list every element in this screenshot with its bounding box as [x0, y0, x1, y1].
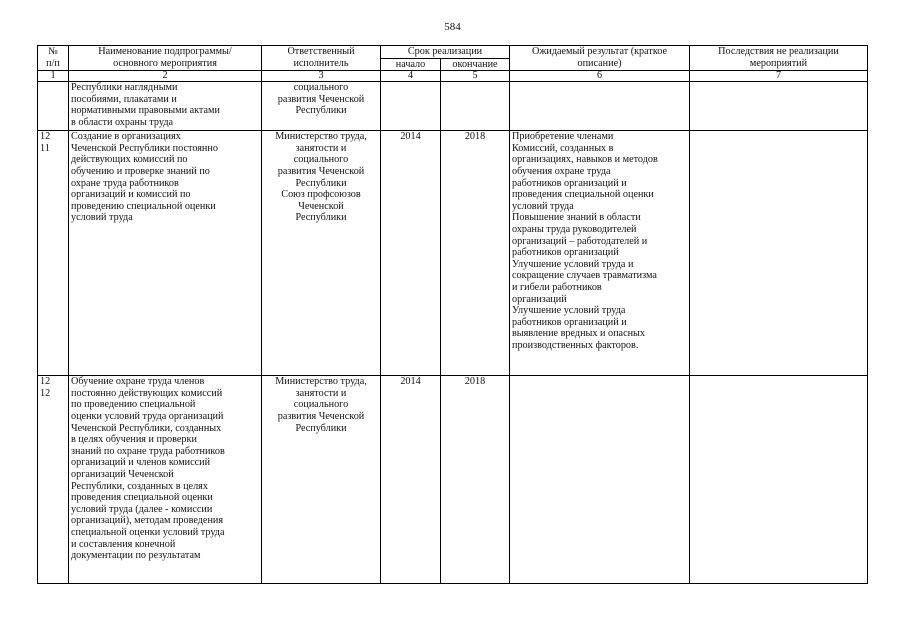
column-index: 2: [69, 71, 262, 82]
header-period: Срок реализации: [381, 46, 510, 59]
measure-name: Создание в организациях Чеченской Республики постоянно действующих комиссий по обучению и проверке знаний по охране труда работников организаций и комиссий по проведению специальной оценки условий труда: [69, 131, 262, 376]
row-number: [38, 82, 69, 131]
header-end: окончание: [441, 58, 510, 71]
header-name: Наименование подпрограммы/ основного мероприятия: [69, 46, 262, 71]
start-year: 2014: [381, 131, 441, 376]
measure-name: Республики наглядными пособиями, плакатами и нормативными правовыми актами в области охраны труда: [69, 82, 262, 131]
expected-result: [510, 82, 690, 131]
column-index-row: [38, 71, 868, 82]
measures-table: [37, 45, 868, 584]
end-year: 2018: [441, 131, 510, 376]
header-row: [38, 46, 868, 59]
header-start: начало: [381, 58, 441, 71]
table-row: [38, 82, 868, 131]
page-number: 584: [444, 21, 461, 33]
table-row: [38, 131, 868, 376]
column-index: 5: [441, 71, 510, 82]
measure-name: Обучение охране труда членов постоянно действующих комиссий по проведению специальной оценки условий труда организаций Чеченской Республики, созданных в целях обучения и проверки знаний по охране труда работников организаций и членов комиссий организаций Чеченской Республики, созданных в целях проведения специальной оценки условий труда (далее - комиссии организаций), методам проведения специальной оценки условий труда и составления конечной документации по результатам: [69, 376, 262, 584]
column-index: 7: [690, 71, 868, 82]
header-result: Ожидаемый результат (краткое описание): [510, 46, 690, 71]
start-year: [381, 82, 441, 131]
column-index: 1: [38, 71, 69, 82]
start-year: 2014: [381, 376, 441, 584]
column-index: 3: [262, 71, 381, 82]
header-responsible: Ответственный исполнитель: [262, 46, 381, 71]
row-number: 12 12: [38, 376, 69, 584]
column-index: 4: [381, 71, 441, 82]
consequence: [690, 376, 868, 584]
row-number: 12 11: [38, 131, 69, 376]
header-consequence: Последствия не реализации мероприятий: [690, 46, 868, 71]
expected-result: [510, 376, 690, 584]
header-number: № п/п: [38, 46, 69, 71]
responsible-executor: Министерство труда, занятости и социального развития Чеченской Республики: [262, 376, 381, 584]
end-year: 2018: [441, 376, 510, 584]
consequence: [690, 82, 868, 131]
expected-result: Приобретение членами Комиссий, созданных в организациях, навыков и методов обучения охране труда работников организаций и проведения специальной оценки условий труда Повышение знаний в области охраны труда руководителей организаций – работодателей и работников организаций Улучшение условий труда и сокращение случаев травматизма и гибели работников организаций Улучшение условий труда работников организаций и выявление вредных и опасных производственных факторов.: [510, 131, 690, 376]
responsible-executor: Министерство труда, занятости и социального развития Чеченской Республики Союз профсоюзов Чеченской Республики: [262, 131, 381, 376]
end-year: [441, 82, 510, 131]
responsible-executor: социального развития Чеченской Республики: [262, 82, 381, 131]
consequence: [690, 131, 868, 376]
column-index: 6: [510, 71, 690, 82]
table-row: [38, 376, 868, 584]
